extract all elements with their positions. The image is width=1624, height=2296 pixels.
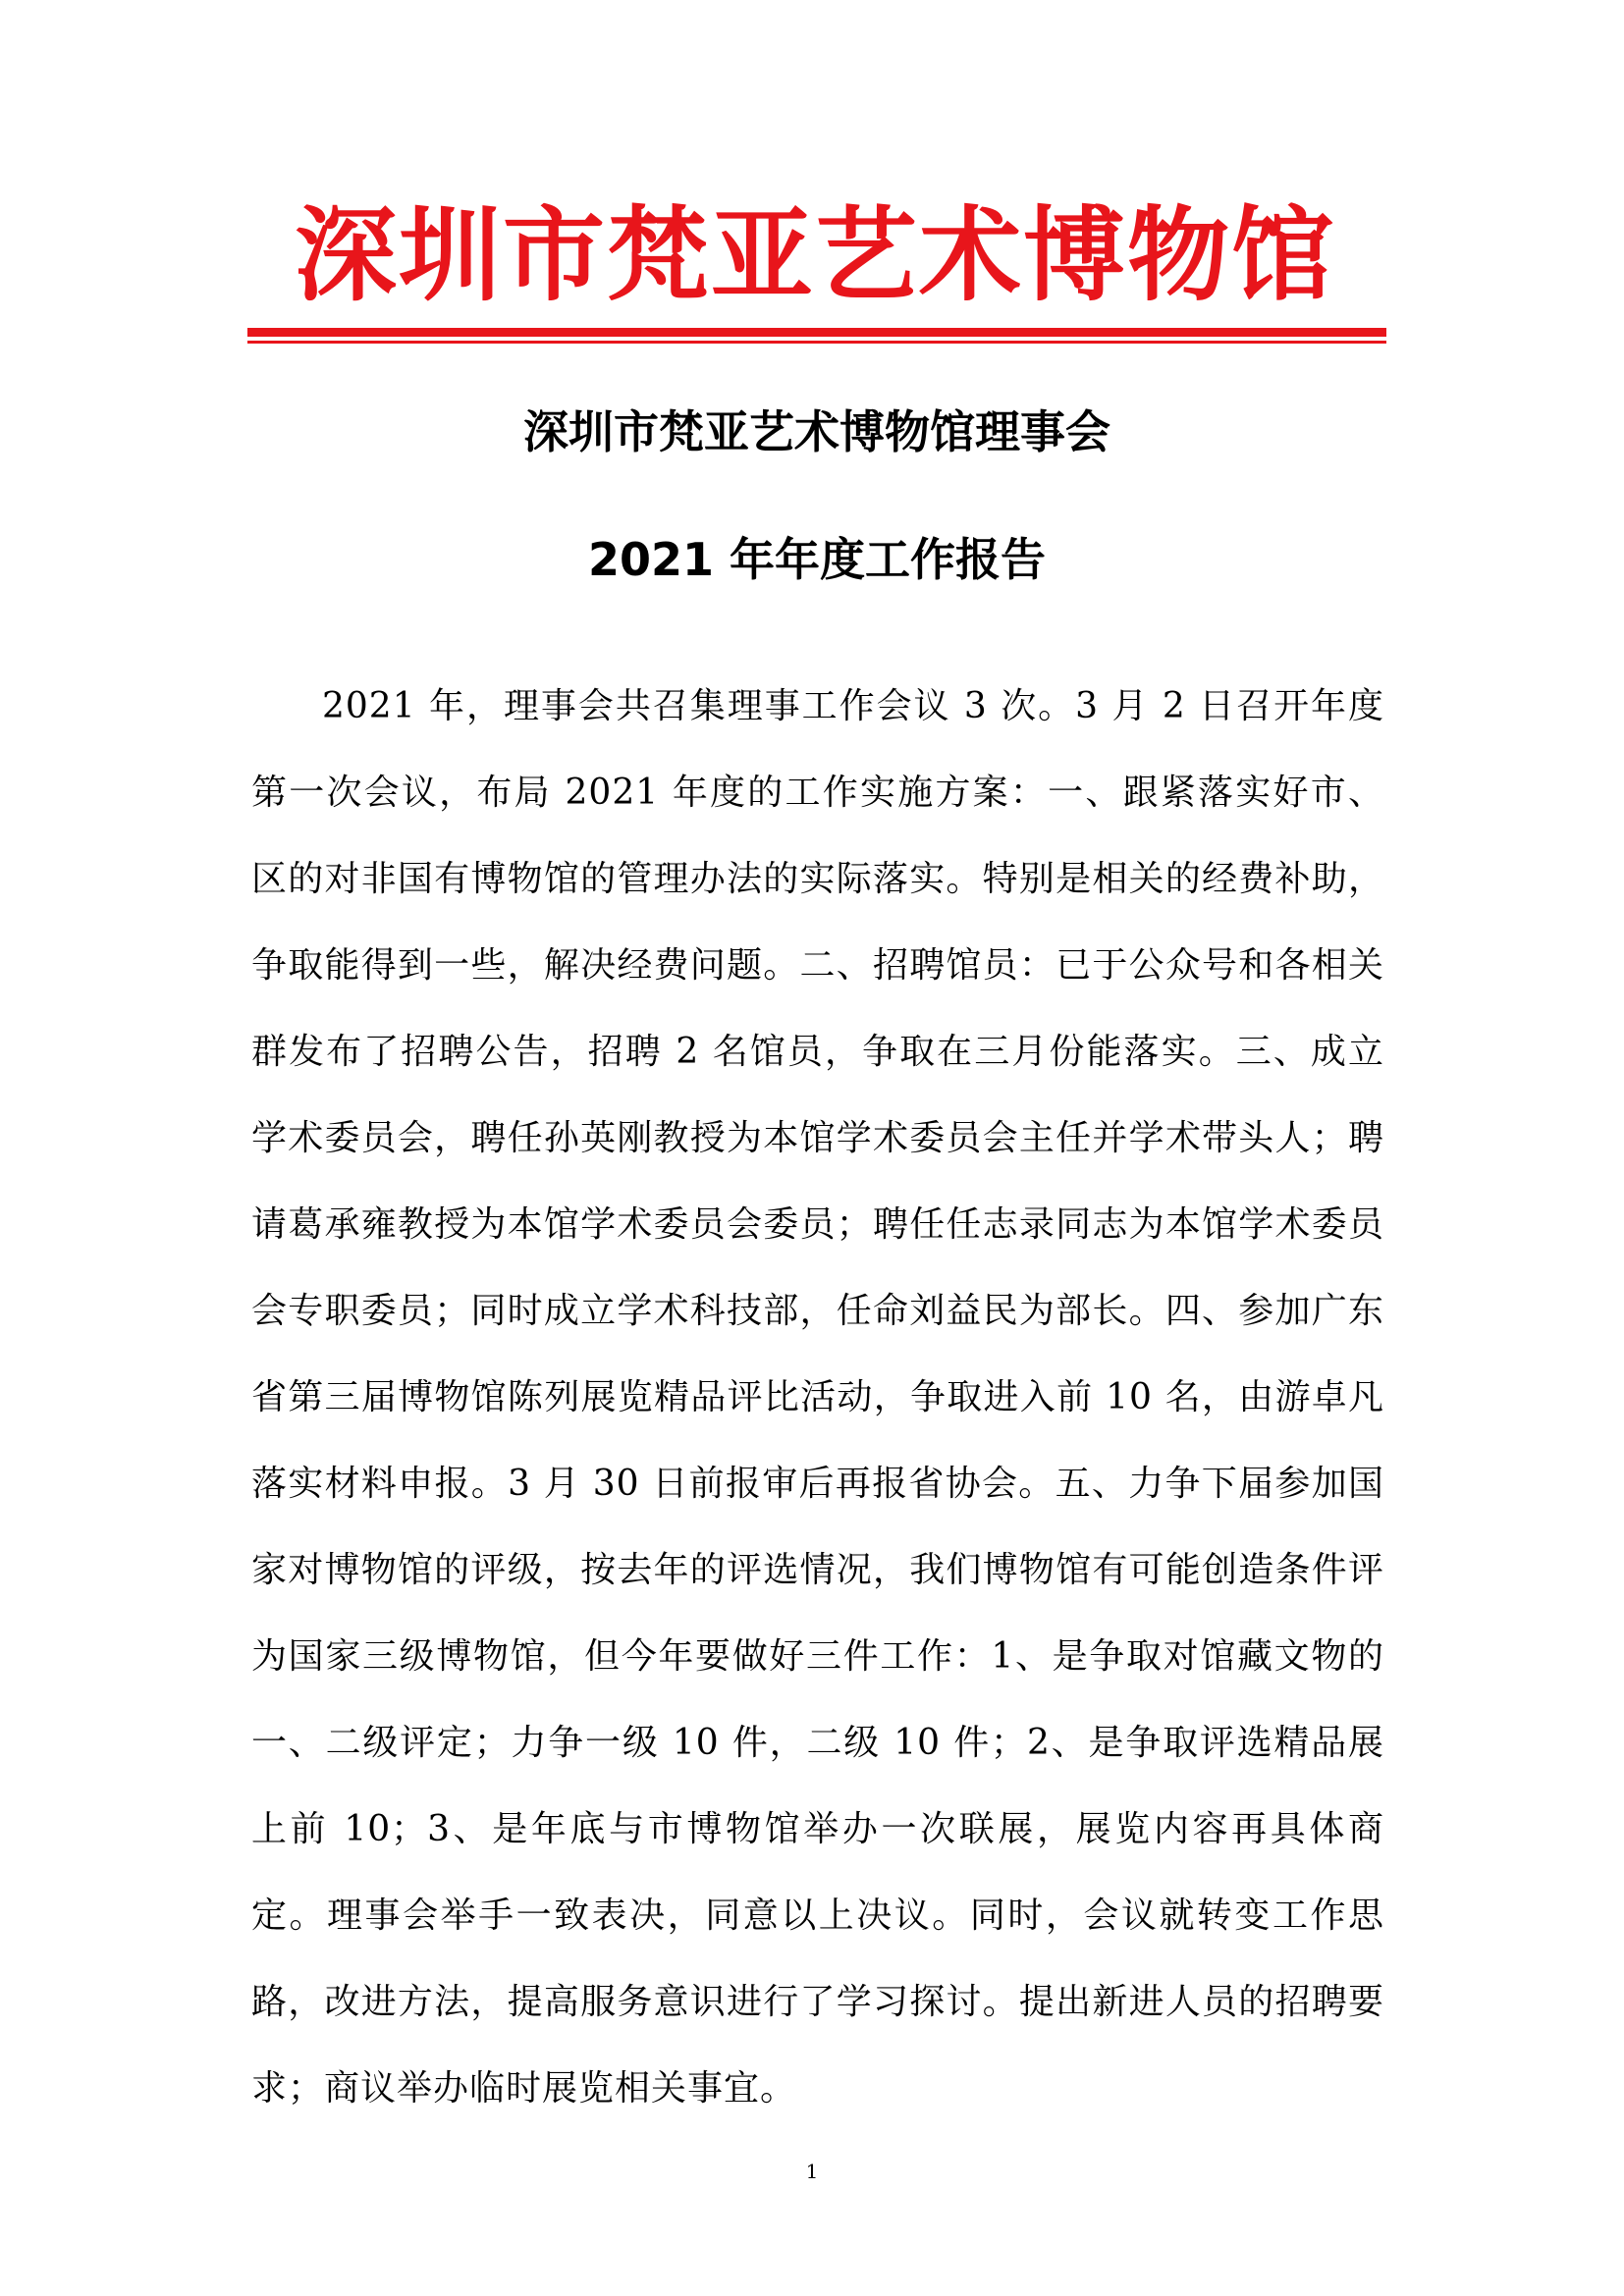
red-header-rule-thin bbox=[247, 341, 1386, 344]
report-body-paragraph: 2021 年，理事会共召集理事工作会议 3 次。3 月 2 日召开年度第一次会议，布局 2021 年度的工作实施方案：一、跟紧落实好市、区的对非国有博物馆的管理办法的实际落实。特别是相关的经费补助，争取能得到一些，解决经费问题。二、招聘馆员：已于公众号和各相关群发布了招聘公告，招聘 2 名馆员，争取在三月份能落实。三、成立学术委员会，聘任孙英刚教授为本馆学术委员会主任并学术带头人；聘请葛承雍教授为本馆学术委员会委员；聘任任志录同志为本馆学术委员会专职委员；同时成立学术科技部，任命刘益民为部长。四、参加广东省第三届博物馆陈列展览精品评比活动，争取进入前 10 名，由游卓凡落实材料申报。3 月 30 日前报审后再报省协会。五、力争下届参加国家对博物馆的评级，按去年的评选情况，我们博物馆有可能创造条件评为国家三级博物馆，但今年要做好三件工作：1、是争取对馆藏文物的一、二级评定；力争一级 10 件，二级 10 件；2、是争取评选精品展上前 10；3、是年底与市博物馆举办一次联展，展览内容再具体商定。理事会举手一致表决，同意以上决议。同时，会议就转变工作思路，改进方法，提高服务意识进行了学习探讨。提出新进人员的招聘要求；商议举办临时展览相关事宜。 bbox=[251, 686, 1384, 2109]
page-number: 1 bbox=[805, 2160, 819, 2183]
report-title-line-1: 深圳市梵亚艺术博物馆理事会 bbox=[523, 405, 1110, 458]
report-title-line-2: 2021 年年度工作报告 bbox=[587, 533, 1047, 586]
red-header-rule-thick bbox=[247, 328, 1386, 337]
organization-masthead: 深圳市梵亚艺术博物馆 bbox=[294, 194, 1335, 315]
